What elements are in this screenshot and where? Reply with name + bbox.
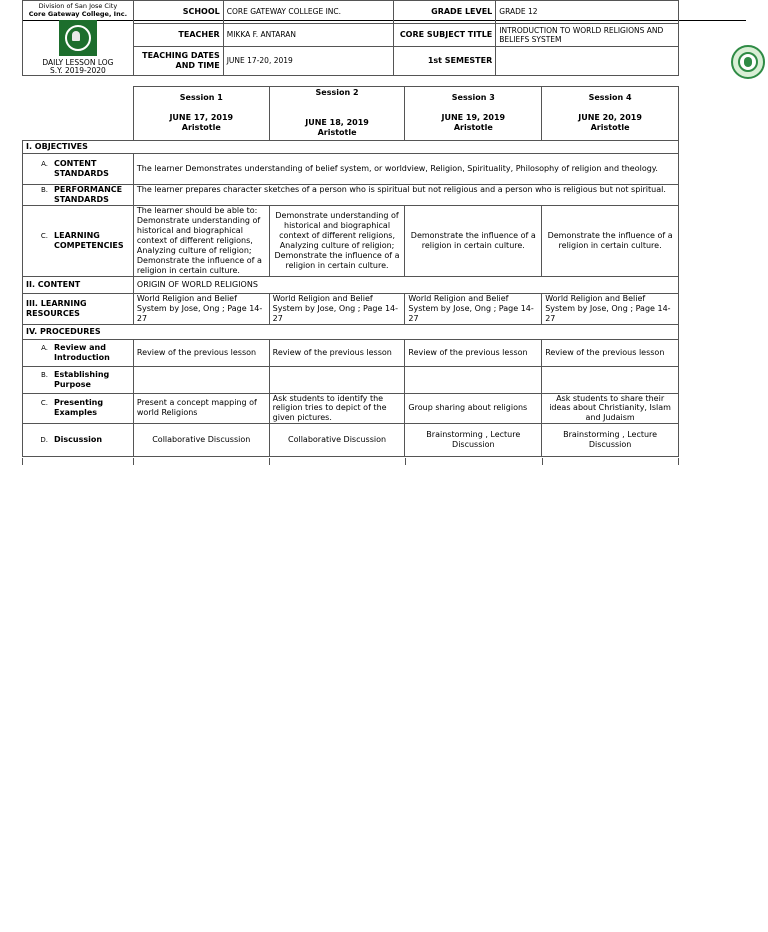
session-label: Session 3 bbox=[451, 93, 495, 103]
grade-level-label: GRADE LEVEL bbox=[394, 1, 496, 24]
row-letter: B. bbox=[40, 370, 48, 379]
discussion-cell: Brainstorming , Lecture Discussion bbox=[542, 423, 679, 456]
row-label: CONTENT STANDARDS bbox=[54, 158, 109, 178]
session-section: Aristotle bbox=[453, 123, 493, 133]
row-letter: A. bbox=[41, 159, 48, 168]
session-section: Aristotle bbox=[317, 128, 357, 137]
blank-corner bbox=[23, 87, 134, 141]
examples-row bbox=[23, 393, 679, 423]
discussion-label bbox=[23, 423, 134, 456]
session-2-header bbox=[269, 87, 405, 141]
row-label: LEARNING COMPETENCIES bbox=[54, 230, 124, 250]
semester-label: 1st SEMESTER bbox=[394, 47, 496, 76]
resource-cell: World Religion and Belief System by Jose, Ong ; Page 14-27 bbox=[405, 293, 542, 324]
row-label: Review and Introduction bbox=[54, 342, 110, 362]
content-standards-label bbox=[23, 153, 134, 184]
examples-cell: Group sharing about religions bbox=[405, 393, 542, 423]
table-continuation bbox=[22, 458, 679, 465]
school-value: CORE GATEWAY COLLEGE INC. bbox=[223, 1, 394, 24]
purpose-cell bbox=[133, 366, 269, 393]
row-label: Establishing Purpose bbox=[54, 369, 110, 389]
session-date: JUNE 18, 2019 bbox=[305, 118, 369, 127]
discussion-row bbox=[23, 423, 679, 456]
review-row bbox=[23, 339, 679, 366]
purpose-cell bbox=[269, 366, 405, 393]
resource-cell: World Religion and Belief System by Jose, Ong ; Page 14-27 bbox=[542, 293, 679, 324]
resource-cell: World Religion and Belief System by Jose, Ong ; Page 14-27 bbox=[133, 293, 269, 324]
header-table bbox=[22, 0, 679, 76]
resources-heading: III. LEARNING RESOURCES bbox=[23, 293, 134, 324]
performance-standards-text: The learner prepares character sketches of a person who is spiritual but not religious and a person who is religious but not spiritual. bbox=[133, 184, 678, 205]
examples-cell: Present a concept mapping of world Religions bbox=[133, 393, 269, 423]
performance-standards-label bbox=[23, 184, 134, 205]
school-year: S.Y. 2019-2020 bbox=[49, 66, 106, 75]
review-cell: Review of the previous lesson bbox=[133, 339, 269, 366]
purpose-label bbox=[23, 366, 134, 393]
log-title: DAILY LESSON LOG bbox=[42, 58, 114, 67]
purpose-row bbox=[23, 366, 679, 393]
row-letter: C. bbox=[40, 231, 48, 240]
row-letter: D. bbox=[40, 435, 48, 444]
college-label: Core Gateway College, Inc. bbox=[28, 10, 128, 18]
session-date: JUNE 20, 2019 bbox=[578, 113, 642, 123]
learning-competencies-row bbox=[23, 205, 679, 276]
sessions-row bbox=[23, 87, 679, 141]
school-seal-icon bbox=[731, 45, 765, 79]
session-1-header bbox=[133, 87, 269, 141]
row-letter: A. bbox=[41, 343, 48, 352]
content-heading: II. CONTENT bbox=[23, 276, 134, 293]
subject-label: CORE SUBJECT TITLE bbox=[394, 24, 496, 47]
lesson-log-table bbox=[22, 86, 679, 457]
subject-value: INTRODUCTION TO WORLD RELIGIONS AND BELIEFS SYSTEM bbox=[496, 24, 679, 47]
session-label: Session 1 bbox=[179, 93, 223, 103]
teacher-value: MIKKA F. ANTARAN bbox=[223, 24, 394, 47]
session-label: Session 2 bbox=[315, 88, 359, 97]
resources-row bbox=[23, 293, 679, 324]
content-text: ORIGIN OF WORLD RELIGIONS bbox=[133, 276, 678, 293]
content-row bbox=[23, 276, 679, 293]
division-label: Division of San Jose City bbox=[38, 2, 118, 10]
teacher-label: TEACHER bbox=[133, 24, 223, 47]
row-letter: C. bbox=[40, 399, 48, 407]
competency-cell: Demonstrate the influence of a religion in certain culture. bbox=[542, 205, 679, 276]
discussion-cell: Brainstorming , Lecture Discussion bbox=[405, 423, 542, 456]
row-label: Presenting Examples bbox=[54, 398, 104, 417]
competency-cell: Demonstrate understanding of historical and biographical context of different religions, Analyzing culture of religion; Demonstrate the influence of a religion in certain culture. bbox=[269, 205, 405, 276]
teaching-dates-value: JUNE 17-20, 2019 bbox=[223, 47, 394, 76]
session-4-header bbox=[542, 87, 679, 141]
review-label bbox=[23, 339, 134, 366]
examples-cell: Ask students to identify the religion tries to depict of the given pictures. bbox=[269, 393, 405, 423]
row-letter: B. bbox=[40, 185, 48, 194]
review-cell: Review of the previous lesson bbox=[269, 339, 405, 366]
session-date: JUNE 19, 2019 bbox=[441, 113, 506, 123]
examples-cell: Ask students to share their ideas about Christianity, Islam and Judaism bbox=[542, 393, 679, 423]
teaching-dates-label: TEACHING DATES AND TIME bbox=[133, 47, 223, 76]
learning-competencies-label bbox=[23, 205, 134, 276]
school-label: SCHOOL bbox=[133, 1, 223, 24]
resource-cell: World Religion and Belief System by Jose, Ong ; Page 14-27 bbox=[269, 293, 405, 324]
grade-level-value: GRADE 12 bbox=[496, 1, 679, 24]
review-cell: Review of the previous lesson bbox=[542, 339, 679, 366]
objectives-heading: I. OBJECTIVES bbox=[23, 140, 679, 153]
purpose-cell bbox=[542, 366, 679, 393]
session-3-header bbox=[405, 87, 542, 141]
semester-value bbox=[496, 47, 679, 76]
performance-standards-row bbox=[23, 184, 679, 205]
purpose-cell bbox=[405, 366, 542, 393]
content-standards-text: The learner Demonstrates understanding of belief system, or worldview, Religion, Spirituality, Philosophy of religion and theology. bbox=[133, 153, 678, 184]
procedures-heading: IV. PROCEDURES bbox=[23, 324, 679, 339]
examples-label bbox=[23, 393, 134, 423]
session-section: Aristotle bbox=[181, 123, 221, 133]
session-date: JUNE 17, 2019 bbox=[169, 113, 234, 123]
session-label: Session 4 bbox=[588, 93, 632, 103]
row-label: Discussion bbox=[54, 434, 103, 444]
college-logo-icon bbox=[59, 20, 97, 56]
row-label: PERFORMANCE STANDARDS bbox=[54, 184, 123, 204]
competency-cell: Demonstrate the influence of a religion in certain culture. bbox=[405, 205, 542, 276]
discussion-cell: Collaborative Discussion bbox=[133, 423, 269, 456]
content-standards-row bbox=[23, 153, 679, 184]
discussion-cell: Collaborative Discussion bbox=[269, 423, 405, 456]
competency-cell: The learner should be able to: Demonstrate understanding of historical and biographical context of different religions, Analyzing culture of religion; Demonstrate the influence of a religion in certain culture. bbox=[133, 205, 269, 276]
school-logo-cell bbox=[23, 1, 134, 76]
review-cell: Review of the previous lesson bbox=[405, 339, 542, 366]
session-section: Aristotle bbox=[590, 123, 630, 133]
